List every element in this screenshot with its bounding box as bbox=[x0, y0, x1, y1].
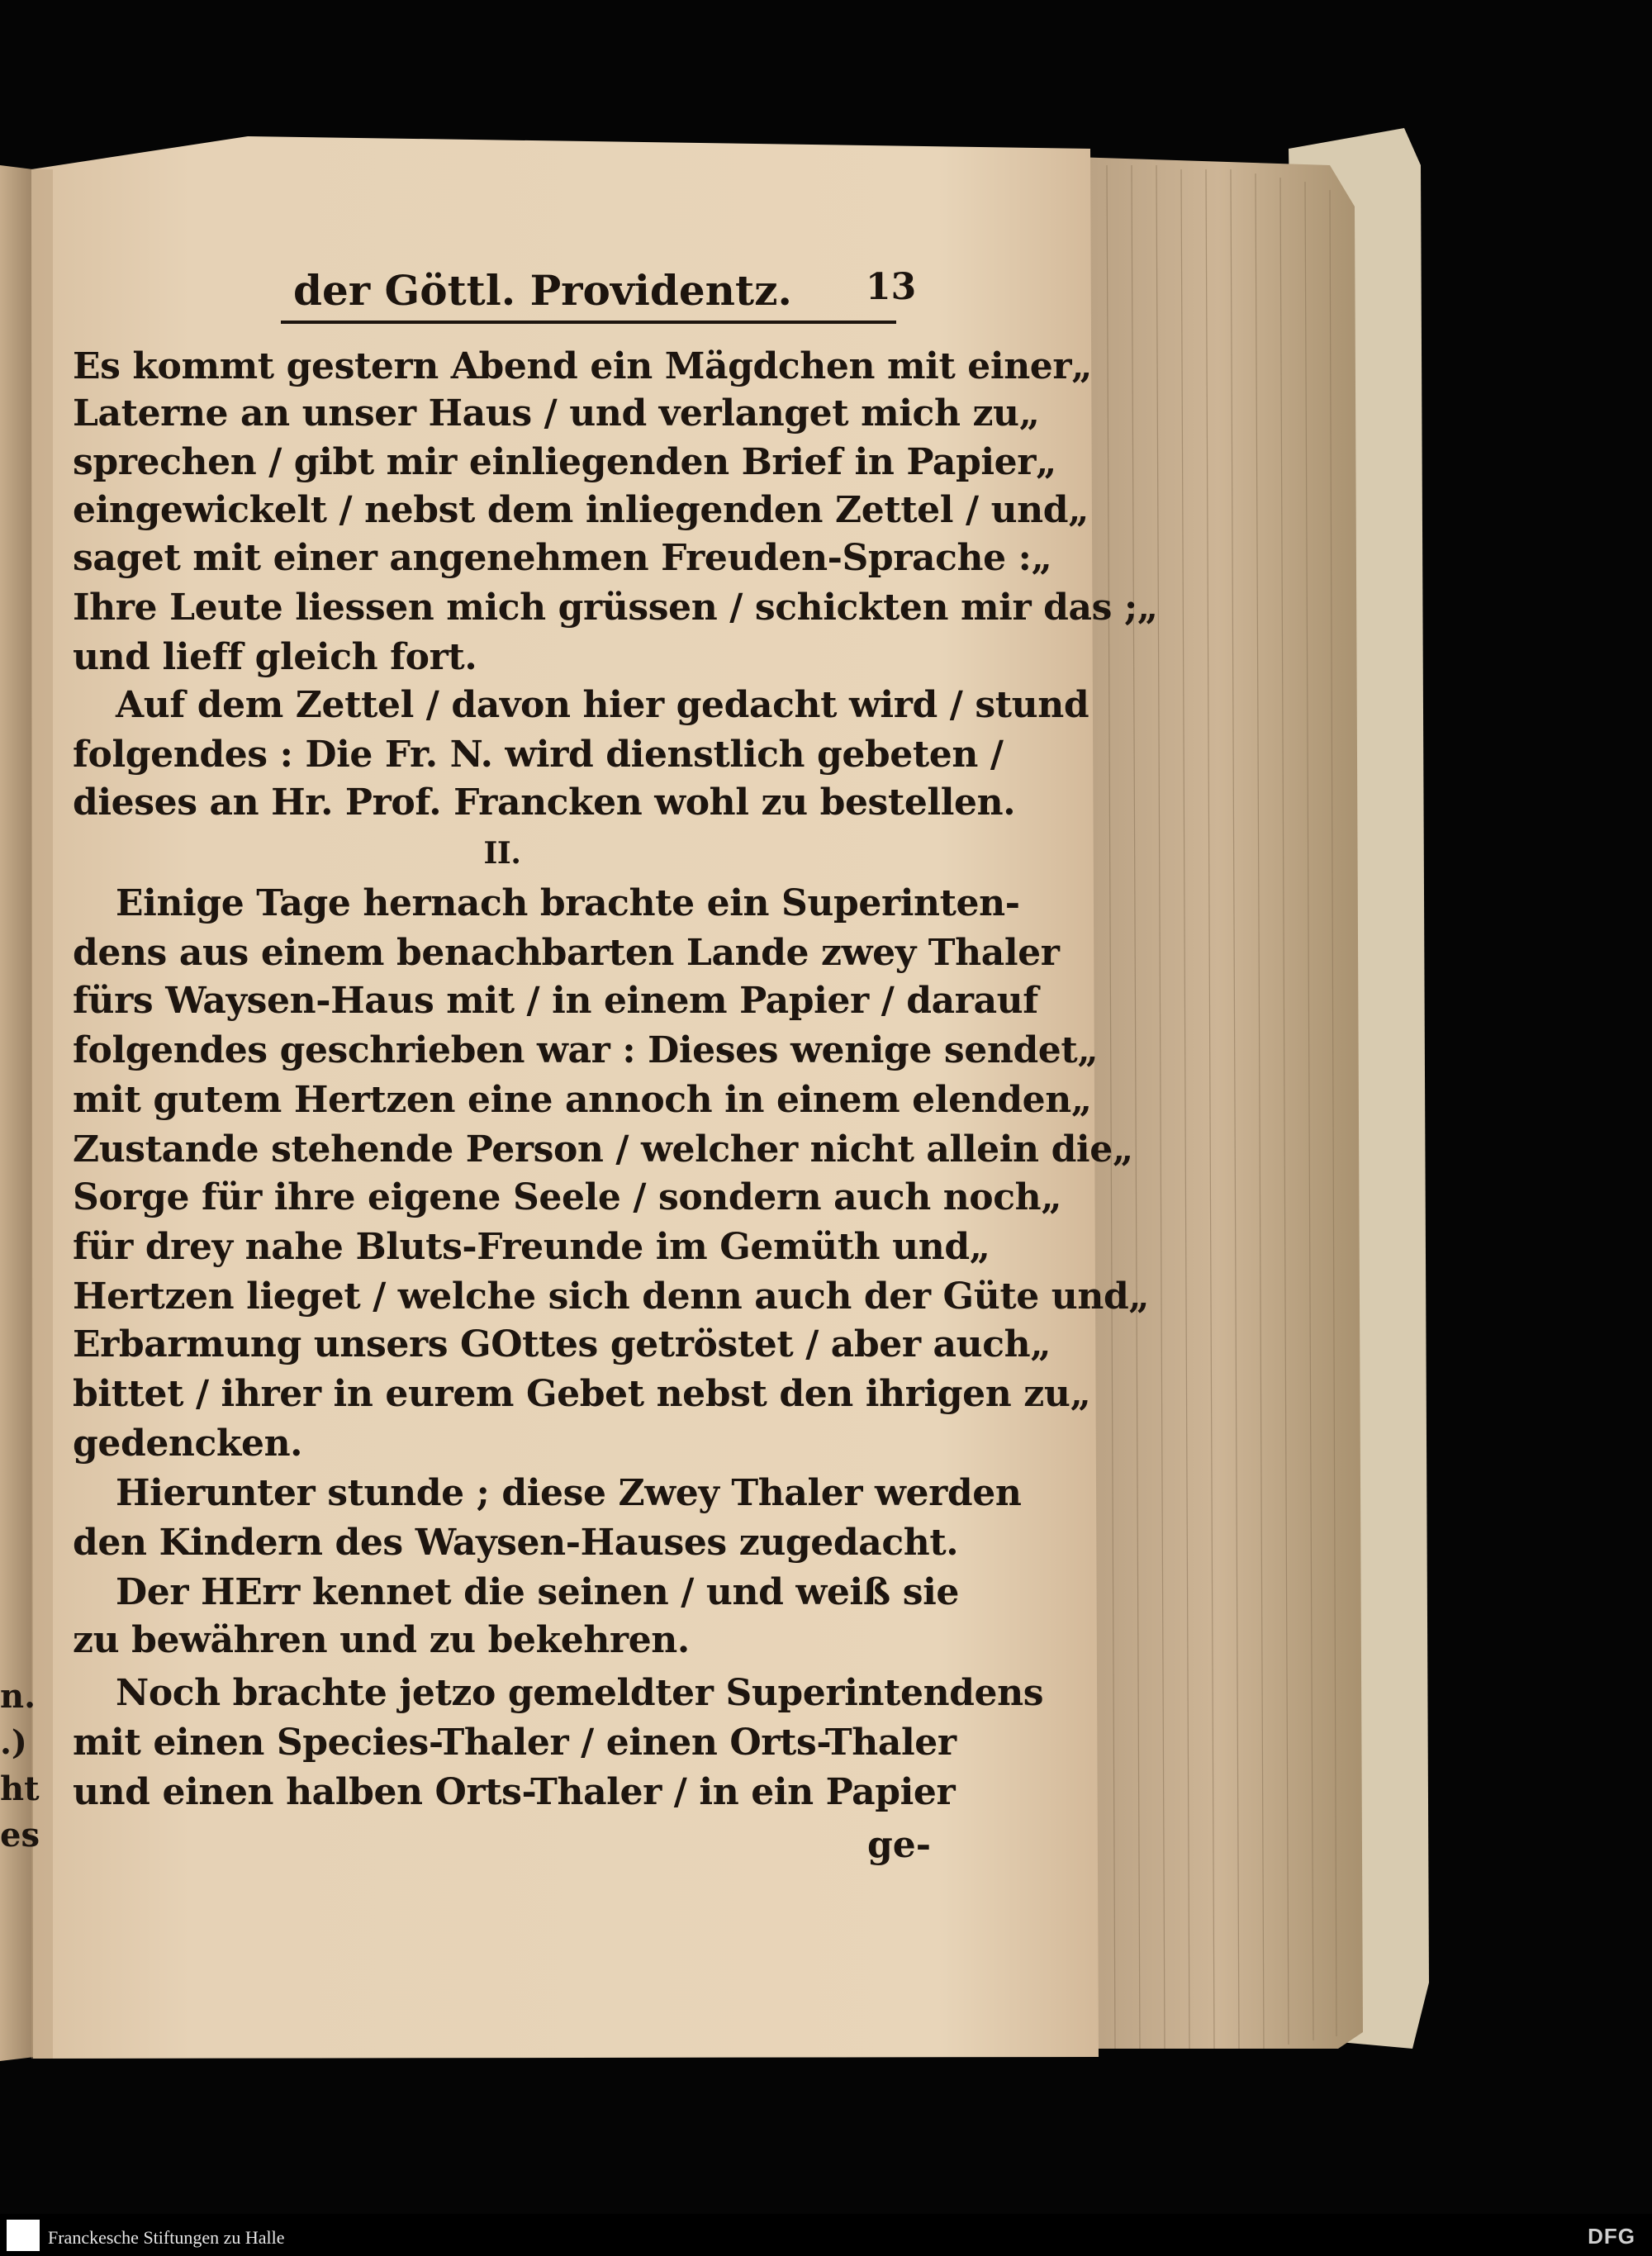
text-line: Es kommt gestern Abend ein Mägdchen mit einer„ bbox=[73, 345, 1093, 387]
text-line: Laterne an unser Haus / und verlanget mich zu„ bbox=[73, 392, 1040, 435]
text-line: Einige Tage hernach brachte ein Superinten- bbox=[116, 882, 1020, 924]
left-margin-fragment: es bbox=[0, 1816, 40, 1855]
institution-name: Franckesche Stiftungen zu Halle bbox=[48, 2227, 285, 2248]
text-line: und einen halben Orts-Thaler / in ein Papier bbox=[73, 1771, 956, 1813]
text-line: folgendes : Die Fr. N. wird dienstlich gebeten / bbox=[73, 734, 1004, 776]
text-line: mit gutem Hertzen eine annoch in einem elenden„ bbox=[73, 1079, 1092, 1121]
text-line: Der HErr kennet die seinen / und weiß sie bbox=[116, 1571, 959, 1613]
text-line: eingewickelt / nebst dem inliegenden Zettel / und„ bbox=[73, 489, 1089, 531]
text-line: Hertzen lieget / welche sich denn auch der Güte und„ bbox=[73, 1275, 1150, 1318]
text-line: dieses an Hr. Prof. Francken wohl zu bestellen. bbox=[73, 781, 1016, 824]
section-number: II. bbox=[483, 836, 521, 871]
left-margin-fragment: .) bbox=[0, 1723, 27, 1762]
text-line: Ihre Leute liessen mich grüssen / schickten mir das ;„ bbox=[73, 587, 1158, 629]
institution-logo-icon bbox=[7, 2220, 40, 2251]
text-line: sprechen / gibt mir einliegenden Brief in Papier„ bbox=[73, 441, 1056, 483]
text-line: Noch brachte jetzo gemeldter Superintendens bbox=[116, 1672, 1044, 1714]
left-margin-fragment: n. bbox=[0, 1677, 36, 1716]
text-line: fürs Waysen-Haus mit / in einem Papier / darauf bbox=[73, 980, 1038, 1022]
text-line: Sorge für ihre eigene Seele / sondern auch noch„ bbox=[73, 1176, 1062, 1218]
text-line: Erbarmung unsers GOttes getröstet / aber auch„ bbox=[73, 1323, 1051, 1365]
catchword: ge- bbox=[867, 1824, 932, 1866]
dfg-logo: DFG bbox=[1588, 2224, 1635, 2249]
text-line: mit einen Species-Thaler / einen Orts-Thaler bbox=[73, 1722, 957, 1764]
text-line: für drey nahe Bluts-Freunde im Gemüth und„ bbox=[73, 1226, 990, 1268]
text-line: Zustande stehende Person / welcher nicht allein die„ bbox=[73, 1128, 1133, 1171]
text-line: dens aus einem benachbarten Lande zwey Thaler bbox=[73, 932, 1060, 974]
text-line: Auf dem Zettel / davon hier gedacht wird / stund bbox=[116, 684, 1089, 726]
text-line: Hierunter stunde ; diese Zwey Thaler werden bbox=[116, 1472, 1022, 1514]
text-line: und lieff gleich fort. bbox=[73, 636, 477, 678]
text-line: saget mit einer angenehmen Freuden-Sprache :„ bbox=[73, 537, 1052, 579]
running-head: der Göttl. Providentz. bbox=[293, 266, 792, 315]
text-line: bittet / ihrer in eurem Gebet nebst den ihrigen zu„ bbox=[73, 1373, 1091, 1415]
text-line: zu bewähren und zu bekehren. bbox=[73, 1619, 690, 1661]
page-number: 13 bbox=[866, 266, 917, 308]
left-margin-fragment: ht bbox=[0, 1769, 40, 1808]
text-line: den Kindern des Waysen-Hauses zugedacht. bbox=[73, 1522, 959, 1564]
text-line: gedencken. bbox=[73, 1422, 303, 1465]
text-line: folgendes geschrieben war : Dieses wenige sendet„ bbox=[73, 1029, 1099, 1071]
